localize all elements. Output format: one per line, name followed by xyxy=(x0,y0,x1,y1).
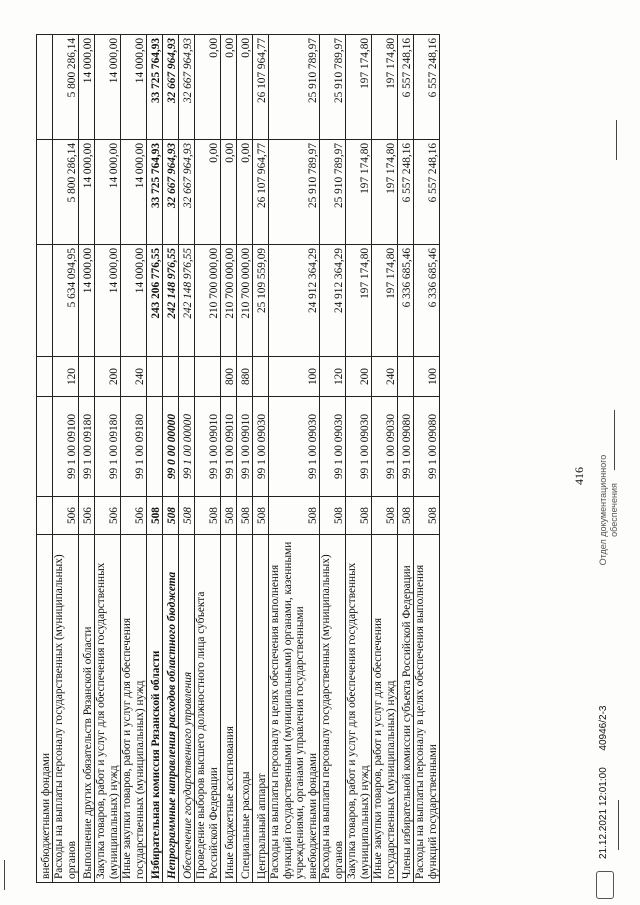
table-cell: 99 1 00 09010 xyxy=(195,397,221,497)
table-cell: 0,00 xyxy=(221,35,237,140)
table-cell: 6 557 248,16 xyxy=(414,35,440,140)
table-cell: 242 148 976,55 xyxy=(163,245,179,357)
table-cell: 25 109 559,09 xyxy=(253,245,269,357)
table-cell: 197 174,80 xyxy=(346,245,372,357)
table-cell: 33 725 764,93 xyxy=(147,35,163,140)
table-cell: Члены избирательной комиссии субъекта Российской Федерации xyxy=(398,535,414,883)
table-cell: 100 xyxy=(269,357,320,397)
table-cell: 99 1 00 00000 xyxy=(179,397,195,497)
budget-table xyxy=(36,34,440,883)
table-cell: 99 1 00 09030 xyxy=(372,397,398,497)
table-cell: 6 557 248,16 xyxy=(414,140,440,245)
table-cell: Центральный аппарат xyxy=(253,535,269,883)
table-cell: 33 725 764,93 xyxy=(147,140,163,245)
table-row xyxy=(195,35,221,883)
table-cell: Расходы на выплаты персоналу в целях обеспечения выполнения функций государственными (муниципальными) органами, казенными учреждениями, органами управления государственными внебюджетными фондами xyxy=(269,535,320,883)
table-cell: 0,00 xyxy=(221,140,237,245)
table-row xyxy=(320,35,346,883)
table-cell xyxy=(37,140,53,245)
table-cell: 506 xyxy=(79,497,95,535)
table-cell xyxy=(79,357,95,397)
table-row xyxy=(79,35,95,883)
emblem-icon xyxy=(596,871,614,899)
table-cell: 508 xyxy=(398,497,414,535)
table-cell: Закупка товаров, работ и услуг для обеспечения государственных (муниципальных) нужд xyxy=(346,535,372,883)
table-cell: 99 0 00 00000 xyxy=(163,397,179,497)
table-cell: 800 xyxy=(221,357,237,397)
table-cell: 243 206 776,55 xyxy=(147,245,163,357)
table-cell: 6 336 685,46 xyxy=(414,245,440,357)
table-cell: 99 1 00 09030 xyxy=(320,397,346,497)
table-cell: 99 1 00 09010 xyxy=(221,397,237,497)
table-cell: Закупка товаров, работ и услуг для обеспечения государственных (муниципальных) нужд xyxy=(95,535,121,883)
scan-artifact xyxy=(616,120,617,160)
table-cell: 506 xyxy=(53,497,79,535)
table-cell: 14 000,00 xyxy=(79,35,95,140)
table-cell: Расходы на выплаты персоналу государственных (муниципальных) органов xyxy=(53,535,79,883)
table-row xyxy=(95,35,121,883)
table-cell: 240 xyxy=(372,357,398,397)
table-cell: 32 667 964,93 xyxy=(179,35,195,140)
table-cell xyxy=(253,357,269,397)
table-cell: 0,00 xyxy=(195,35,221,140)
table-cell: 506 xyxy=(95,497,121,535)
table-cell: 32 667 964,93 xyxy=(179,140,195,245)
table-cell: 5 800 286,14 xyxy=(53,140,79,245)
table-row xyxy=(163,35,179,883)
table-row xyxy=(53,35,79,883)
table-cell: 25 910 789,97 xyxy=(320,35,346,140)
table-cell: 99 1 00 09010 xyxy=(237,397,253,497)
table-row xyxy=(372,35,398,883)
table-cell: 14 000,00 xyxy=(79,245,95,357)
table-cell: 508 xyxy=(320,497,346,535)
table-cell: 14 000,00 xyxy=(79,140,95,245)
footer-doc-code: 40946/2-3 xyxy=(598,705,609,751)
table-cell: Проведение выборов высшего должностного лица субъекта Российской Федерации xyxy=(195,535,221,883)
table-cell: 14 000,00 xyxy=(121,245,147,357)
table-cell: 26 107 964,77 xyxy=(253,35,269,140)
table-cell: 508 xyxy=(414,497,440,535)
department-stamp: Отдел документационного обеспечения xyxy=(598,454,619,566)
table-cell: 99 1 00 09100 xyxy=(53,397,79,497)
table-cell: Избирательная комиссия Рязанской области xyxy=(147,535,163,883)
table-cell: 100 xyxy=(414,357,440,397)
table-cell: 14 000,00 xyxy=(95,245,121,357)
table-cell: 25 910 789,97 xyxy=(269,35,320,140)
table-cell xyxy=(163,357,179,397)
table-cell: 6 336 685,46 xyxy=(398,245,414,357)
table-cell: 24 912 364,29 xyxy=(320,245,346,357)
table-cell: 14 000,00 xyxy=(121,140,147,245)
table-cell: 508 xyxy=(269,497,320,535)
scan-artifact xyxy=(4,860,5,890)
table-cell: 99 1 00 09180 xyxy=(121,397,147,497)
table-cell: 99 1 00 09180 xyxy=(95,397,121,497)
table-cell: 99 1 00 09080 xyxy=(398,397,414,497)
table-cell xyxy=(37,397,53,497)
table-cell: 240 xyxy=(121,357,147,397)
table-row xyxy=(179,35,195,883)
table-cell: 242 148 976,55 xyxy=(179,245,195,357)
table-row xyxy=(346,35,372,883)
table-cell: 14 000,00 xyxy=(95,35,121,140)
table-row xyxy=(269,35,320,883)
table-cell: 506 xyxy=(121,497,147,535)
table-cell: 25 910 789,97 xyxy=(320,140,346,245)
table-cell: Расходы на выплаты персоналу государственных (муниципальных) органов xyxy=(320,535,346,883)
table-cell: 197 174,80 xyxy=(346,35,372,140)
table-cell xyxy=(147,357,163,397)
table-cell: 508 xyxy=(195,497,221,535)
table-cell xyxy=(398,357,414,397)
table-cell: Обеспечение государственного управления xyxy=(179,535,195,883)
table-cell: 210 700 000,00 xyxy=(237,245,253,357)
table-cell xyxy=(195,357,221,397)
table-cell: 200 xyxy=(95,357,121,397)
table-cell: Иные закупки товаров, работ и услуг для обеспечения государственных (муниципальных) нужд xyxy=(121,535,147,883)
table-cell: 0,00 xyxy=(195,140,221,245)
table-cell: 508 xyxy=(221,497,237,535)
table-cell: 197 174,80 xyxy=(372,35,398,140)
table-cell xyxy=(37,357,53,397)
table-cell: 508 xyxy=(147,497,163,535)
table-cell: 120 xyxy=(320,357,346,397)
table-cell: Иные закупки товаров, работ и услуг для обеспечения государственных (муниципальных) нужд xyxy=(372,535,398,883)
table-cell: 25 910 789,97 xyxy=(269,140,320,245)
table-cell: 99 1 00 09030 xyxy=(269,397,320,497)
table-row xyxy=(398,35,414,883)
table-cell: 32 667 964,93 xyxy=(163,140,179,245)
table-cell: 508 xyxy=(346,497,372,535)
table-cell: 24 912 364,29 xyxy=(269,245,320,357)
table-cell: 0,00 xyxy=(237,140,253,245)
table-cell: 880 xyxy=(237,357,253,397)
table-cell: 14 000,00 xyxy=(95,140,121,245)
table-row xyxy=(37,35,53,883)
table-cell: Выполнение других обязательств Рязанской области xyxy=(79,535,95,883)
table-cell: 99 1 00 09030 xyxy=(346,397,372,497)
table-cell: 6 557 248,16 xyxy=(398,35,414,140)
table-cell: 6 557 248,16 xyxy=(398,140,414,245)
table-row xyxy=(121,35,147,883)
table-cell: Расходы на выплаты персоналу в целях обеспечения выполнения функций государственными xyxy=(414,535,440,883)
table-row xyxy=(147,35,163,883)
scan-artifact xyxy=(614,410,615,470)
footer-registration xyxy=(598,706,609,859)
table-row xyxy=(221,35,237,883)
table-cell: 508 xyxy=(372,497,398,535)
table-cell: 508 xyxy=(163,497,179,535)
table-cell: внебюджетными фондами xyxy=(37,535,53,883)
table-cell: 210 700 000,00 xyxy=(221,245,237,357)
table-cell: 26 107 964,77 xyxy=(253,140,269,245)
table-cell xyxy=(37,245,53,357)
table-cell: 99 1 00 09080 xyxy=(414,397,440,497)
table-cell: 0,00 xyxy=(237,35,253,140)
scan-artifact xyxy=(618,800,619,850)
table-cell xyxy=(37,497,53,535)
table-cell: Иные бюджетные ассигнования xyxy=(221,535,237,883)
table-cell: 99 1 00 09030 xyxy=(253,397,269,497)
page-number: 416 xyxy=(572,467,586,485)
table-cell: 197 174,80 xyxy=(372,140,398,245)
table-cell: 5 800 286,14 xyxy=(53,35,79,140)
table-cell: 197 174,80 xyxy=(346,140,372,245)
table-cell: 99 1 00 09180 xyxy=(79,397,95,497)
table-cell: Непрограммные направления расходов областного бюджета xyxy=(163,535,179,883)
table-row xyxy=(253,35,269,883)
footer-datetime: 21.12.2021 12:01:00 xyxy=(598,767,609,859)
table-cell: 210 700 000,00 xyxy=(195,245,221,357)
table-row xyxy=(237,35,253,883)
table-cell: 120 xyxy=(53,357,79,397)
table-cell: Специальные расходы xyxy=(237,535,253,883)
table-cell: 5 634 094,95 xyxy=(53,245,79,357)
table-cell: 200 xyxy=(346,357,372,397)
table-cell: 508 xyxy=(179,497,195,535)
table-cell: 508 xyxy=(253,497,269,535)
table-cell: 508 xyxy=(237,497,253,535)
table-cell: 14 000,00 xyxy=(121,35,147,140)
table-cell: 32 667 964,93 xyxy=(163,35,179,140)
table-cell: 197 174,80 xyxy=(372,245,398,357)
table-cell xyxy=(37,35,53,140)
table-cell xyxy=(179,357,195,397)
table-cell xyxy=(147,397,163,497)
table-row xyxy=(414,35,440,883)
